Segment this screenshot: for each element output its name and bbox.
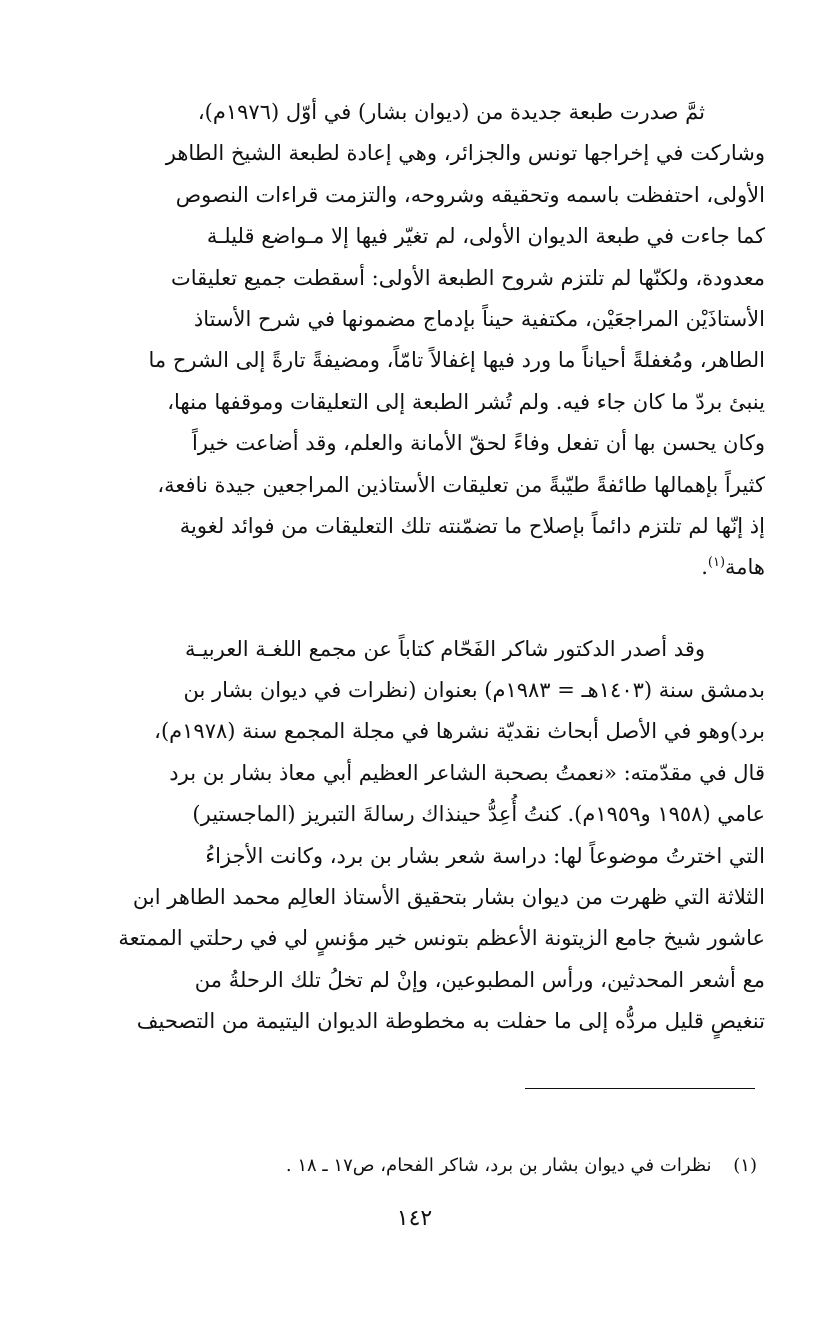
footnote-text: نظرات في ديوان بشار بن برد، شاكر الفحام، ص١٧ ـ ١٨ . [285,1155,712,1176]
main-text [70,92,765,1043]
text-line: بدمشق سنة (١٤٠٣هـ = ١٩٨٣م) بعنوان (نظرات في ديوان بشار بن [183,678,765,703]
text-line: معدودة، ولكنّها لم تلتزم شروح الطبعة الأولى: أسقطت جميع تعليقات [171,265,765,290]
text-line: وكان يحسن بها أن تفعل وفاءً لحقّ الأمانة والعلم، وقد أضاعت خيراً [191,431,765,456]
text-line: كما جاءت في طبعة الديوان الأولى، لم تغيّر فيها إلا مـواضع قليلـة [206,224,765,249]
text-line: التي اخترتُ موضوعاً لها: دراسة شعر بشار بن برد، وكانت الأجزاءُ [205,843,765,868]
paragraph-last-line [70,547,765,588]
text-line: الطاهر، ومُغفلةً أحياناً ما ورد فيها إغفالاً تامّاً، ومضيفةً تارةً إلى الشرح ما [148,348,765,373]
footnote-marker: (١) [707,555,726,571]
text-line: عامي (١٩٥٨ و١٩٥٩م). كنتُ أُعِدُّ حينذاك رسالةَ التبريز (الماجستير) [192,802,765,827]
text-line: الثلاثة التي ظهرت من ديوان بشار بتحقيق الأستاذ العالِم محمد الطاهر ابن [132,885,765,910]
text-line: كثيراً بإهمالها طائفةً طيّبةً من تعليقات الأستاذين المراجعين جيدة نافعة، [157,472,765,497]
text-line: إذ إنّها لم تلتزم دائماً بإصلاح ما تضمّنته تلك التعليقات من فوائد لغوية [179,513,765,538]
paragraph-gap [70,589,765,629]
footnote-divider [525,1088,755,1089]
last-word: هامة [725,555,765,580]
text-line: ثمَّ صدرت طبعة جديدة من (ديوان بشار) في أوّل (١٩٧٦م)، [197,100,705,124]
text-line: وقد أصدر الدكتور شاكر الفَحّام كتاباً عن مجمع اللغـة العربيـة [185,636,705,661]
page-number: ١٤٢ [396,1206,433,1231]
text-line: ينبئ بردّ ما كان جاء فيه. ولم تُشر الطبعة إلى التعليقات وموقفها منها، [167,389,765,414]
text-line: تنغيصٍ قليل مردُّه إلى ما حفلت به مخطوطة الديوان اليتيمة من التصحيف [136,1009,765,1034]
text-line: عاشور شيخ جامع الزيتونة الأعظم بتونس خير مؤنسٍ لي في رحلتي الممتعة [118,926,765,951]
text-line: الأستاذَيْن المراجعَيْن، مكتفية حيناً بإدماج مضمونها في شرح الأستاذ [193,306,765,331]
footnote [70,1152,757,1180]
text-line: وشاركت في إخراجها تونس والجزائر، وهي إعادة لطبعة الشيخ الطاهر [165,141,765,166]
text-line: برد)وهو في الأصل أبحاث نقديّة نشرها في مجلة المجمع سنة (١٩٧٨م)، [154,719,765,744]
text-line: قال في مقدّمته: «نعمتُ بصحبة الشاعر العظيم أبي معاذ بشار بن برد [169,760,765,785]
end-period: . [701,555,708,580]
text-line: مع أشعر المحدثين، ورأس المطبوعين، وإنْ لم تخلُ تلك الرحلةُ من [194,967,765,992]
footnote-number: (١) [733,1155,757,1176]
text-line: الأولى، احتفظت باسمه وتحقيقه وشروحه، والتزمت قراءات النصوص [175,182,765,207]
